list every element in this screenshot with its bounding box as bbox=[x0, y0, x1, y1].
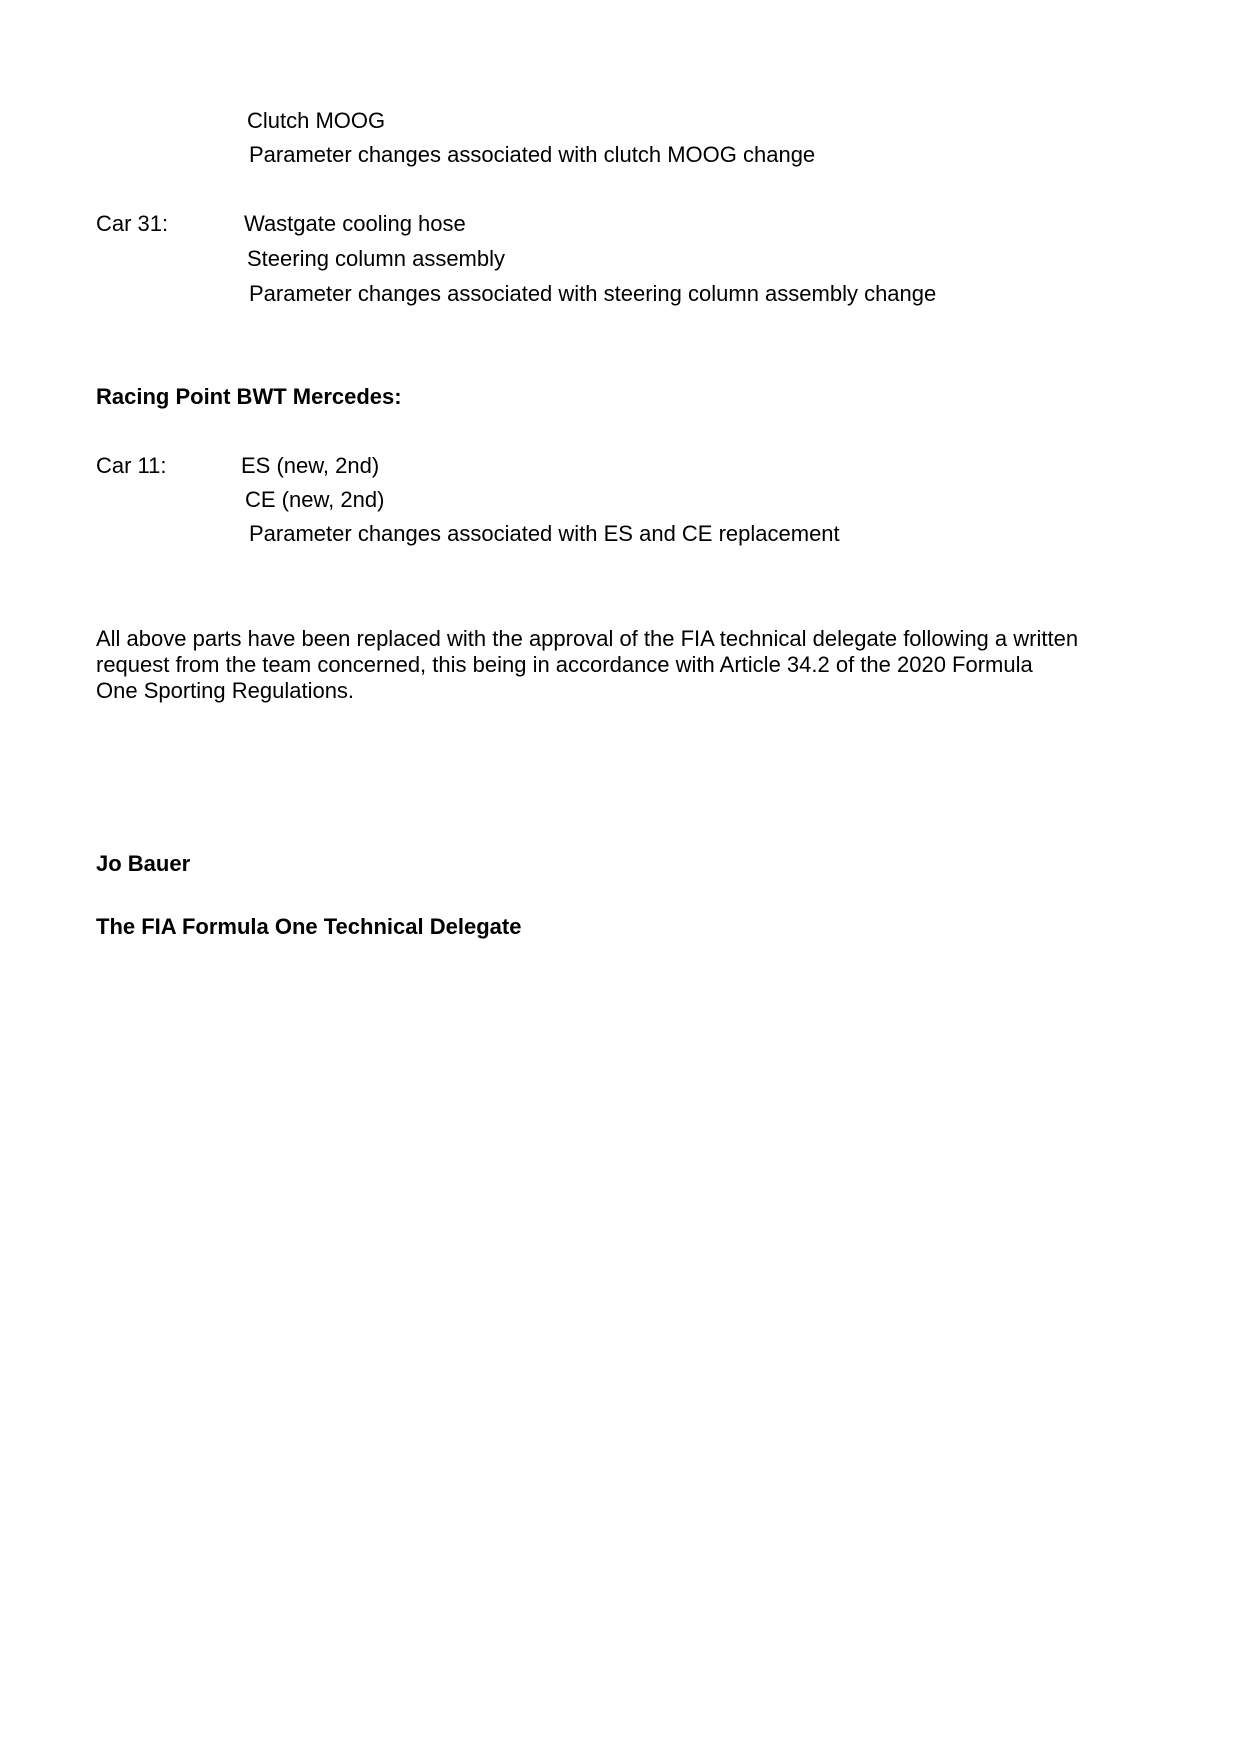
statement-line: One Sporting Regulations. bbox=[96, 678, 355, 703]
part-item: Parameter changes associated with ES and CE replacement bbox=[249, 521, 840, 546]
part-item: Steering column assembly bbox=[247, 246, 506, 271]
signatory-title: The FIA Formula One Technical Delegate bbox=[96, 914, 522, 939]
part-item: Parameter changes associated with clutch MOOG change bbox=[249, 142, 816, 167]
part-item: Parameter changes associated with steering column assembly change bbox=[249, 281, 937, 306]
part-item: Clutch MOOG bbox=[247, 108, 386, 133]
approval-statement bbox=[96, 626, 1156, 704]
car-label: Car 11: bbox=[96, 453, 167, 478]
car-label: Car 31: bbox=[96, 211, 169, 236]
part-item: ES (new, 2nd) bbox=[241, 453, 380, 478]
part-item: Wastgate cooling hose bbox=[244, 211, 466, 236]
signatory-name: Jo Bauer bbox=[96, 851, 191, 876]
statement-line: request from the team concerned, this being in accordance with Article 34.2 of the 2020 Formula bbox=[96, 652, 1033, 677]
team-heading: Racing Point BWT Mercedes: bbox=[96, 384, 402, 409]
statement-line: All above parts have been replaced with the approval of the FIA technical delegate following a written bbox=[96, 626, 1079, 651]
part-item: CE (new, 2nd) bbox=[245, 487, 385, 512]
